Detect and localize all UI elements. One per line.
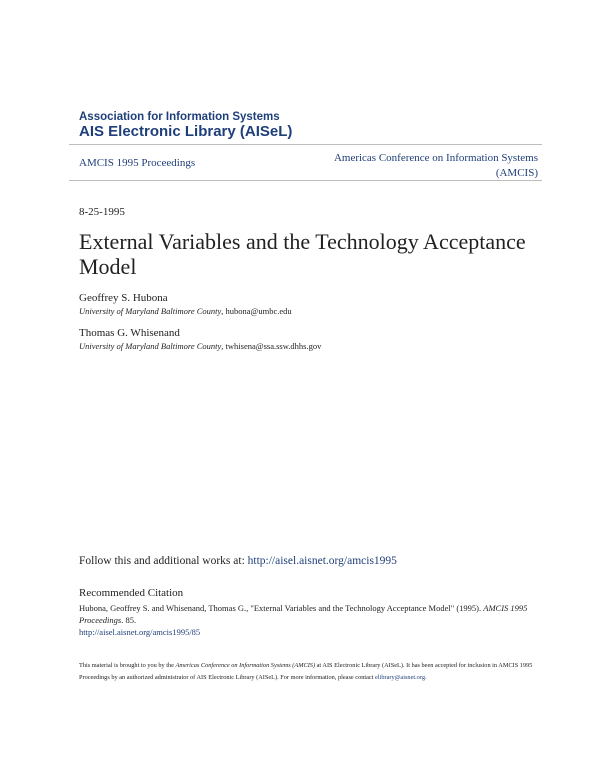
author-email: , hubona@umbc.edu <box>221 306 292 316</box>
header-divider-bottom <box>69 180 542 181</box>
author-affiliation <box>79 306 292 316</box>
affiliation-institution: University of Maryland Baltimore County <box>79 341 222 351</box>
citation-url[interactable]: http://aisel.aisnet.org/amcis1995/85 <box>79 627 201 637</box>
library-name[interactable]: AIS Electronic Library (AISeL) <box>79 123 293 140</box>
citation-text <box>79 602 539 638</box>
conference-link[interactable] <box>334 151 538 181</box>
follow-link[interactable]: http://aisel.aisnet.org/amcis1995 <box>247 555 397 567</box>
author-email: , twhisena@ssa.ssw.dhhs.gov <box>221 341 322 351</box>
conference-abbrev: (AMCIS) <box>495 167 538 179</box>
follow-text: Follow this and additional works at: <box>79 555 248 567</box>
footer-text-1: This material is brought to you by the <box>79 662 176 669</box>
proceedings-link[interactable]: AMCIS 1995 Proceedings <box>79 157 196 169</box>
footer-end: . <box>424 673 427 681</box>
author-affiliation <box>79 341 321 351</box>
author-name: Thomas G. Whisenand <box>79 327 180 339</box>
citation-body: Hubona, Geoffrey S. and Whisenand, Thomas G., "External Variables and the Technology Acceptance Model" (1995). <box>79 603 484 613</box>
affiliation-institution: University of Maryland Baltimore County <box>79 306 222 316</box>
paper-title: External Variables and the Technology Acceptance Model <box>79 229 526 279</box>
header-divider-top <box>69 144 542 145</box>
org-name: Association for Information Systems <box>79 111 280 123</box>
conference-name: Americas Conference on Information Systems <box>333 152 538 164</box>
paper-date: 8-25-1995 <box>79 206 125 218</box>
author-name: Geoffrey S. Hubona <box>79 292 168 304</box>
footer-text-2: at AIS Electronic Library (AISeL). It has been accepted for inclusion in AMCIS 1995 Proceedings by an authorized administrator of AIS Electronic Library (AISeL). For more information, please contact <box>79 662 533 681</box>
citation-number: . 85. <box>121 615 137 625</box>
citation-source: AMCIS 1995 Proceedings <box>79 603 528 625</box>
contact-email-link[interactable]: elibrary@aisnet.org <box>375 673 425 681</box>
footer-conference: Americas Conference on Information Systems (AMCIS) <box>175 662 316 669</box>
footer-note <box>79 660 541 683</box>
recommended-citation-heading: Recommended Citation <box>79 587 184 599</box>
follow-line <box>79 555 397 567</box>
